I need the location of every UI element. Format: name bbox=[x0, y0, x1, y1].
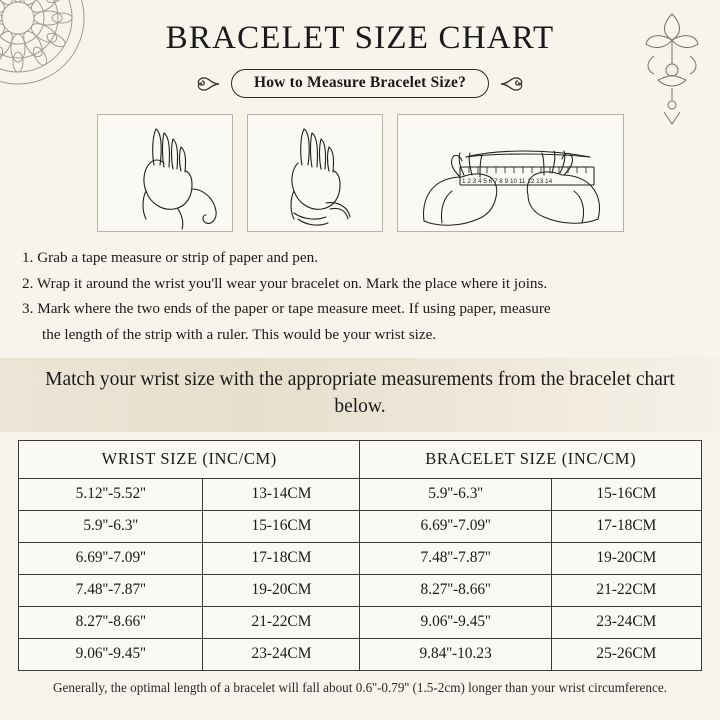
table-row bbox=[19, 543, 702, 575]
cell-wrist-cm: 13-14CM bbox=[203, 479, 360, 511]
hand-with-tape-start-illustration bbox=[97, 114, 233, 232]
cell-wrist-inch: 8.27''-8.66'' bbox=[19, 607, 203, 639]
page-title: BRACELET SIZE CHART bbox=[165, 20, 555, 56]
cell-wrist-inch: 5.12''-5.52'' bbox=[19, 479, 203, 511]
size-chart-table bbox=[18, 440, 702, 671]
table-header-row bbox=[19, 441, 702, 479]
header-bracelet-size: BRACELET SIZE (INC/CM) bbox=[360, 441, 702, 479]
table-row bbox=[19, 479, 702, 511]
cell-bracelet-cm: 21-22CM bbox=[551, 575, 701, 607]
measure-steps bbox=[22, 246, 698, 346]
cell-wrist-cm: 17-18CM bbox=[203, 543, 360, 575]
cell-bracelet-cm: 19-20CM bbox=[551, 543, 701, 575]
cell-wrist-cm: 19-20CM bbox=[203, 575, 360, 607]
cell-bracelet-cm: 17-18CM bbox=[551, 511, 701, 543]
cell-wrist-inch: 6.69''-7.09'' bbox=[19, 543, 203, 575]
ruler-numbers: 1 2 3 4 5 6 7 8 9 10 11 12 13 14 bbox=[461, 178, 552, 185]
cell-bracelet-inch: 7.48''-7.87'' bbox=[360, 543, 551, 575]
flourish-right-icon bbox=[499, 73, 527, 95]
cell-bracelet-cm: 25-26CM bbox=[551, 639, 701, 671]
match-size-banner: Match your wrist size with the appropriate measurements from the bracelet chart below. bbox=[0, 358, 720, 432]
cell-wrist-cm: 23-24CM bbox=[203, 639, 360, 671]
illustration-row bbox=[0, 114, 720, 232]
header-wrist-size: WRIST SIZE (INC/CM) bbox=[19, 441, 360, 479]
cell-bracelet-inch: 6.69''-7.09'' bbox=[360, 511, 551, 543]
subtitle-row bbox=[0, 69, 720, 98]
footnote: Generally, the optimal length of a bracelet will fall about 0.6''-0.79'' (1.5-2cm) longer than your wrist circumference. bbox=[53, 680, 667, 696]
table-row bbox=[19, 575, 702, 607]
step-3-continued: the length of the strip with a ruler. This would be your wrist size. bbox=[42, 325, 437, 343]
flourish-left-icon bbox=[193, 73, 221, 95]
table-row bbox=[19, 511, 702, 543]
step-3: 3. Mark where the two ends of the paper or tape measure meet. If using paper, measure bbox=[22, 300, 551, 318]
cell-wrist-cm: 15-16CM bbox=[203, 511, 360, 543]
cell-bracelet-cm: 23-24CM bbox=[551, 607, 701, 639]
cell-bracelet-inch: 9.06''-9.45'' bbox=[360, 607, 551, 639]
step-1: 1. Grab a tape measure or strip of paper and pen. bbox=[22, 249, 319, 266]
cell-bracelet-inch: 9.84''-10.23 bbox=[360, 639, 551, 671]
cell-wrist-inch: 5.9''-6.3'' bbox=[19, 511, 203, 543]
hands-measuring-strip-with-ruler-illustration bbox=[397, 114, 624, 232]
cell-bracelet-inch: 8.27''-8.66'' bbox=[360, 575, 551, 607]
cell-wrist-inch: 7.48''-7.87'' bbox=[19, 575, 203, 607]
cell-wrist-inch: 9.06''-9.45'' bbox=[19, 639, 203, 671]
step-2: 2. Wrap it around the wrist you'll wear your bracelet on. Mark the place where it joins. bbox=[22, 274, 548, 292]
subtitle-pill: How to Measure Bracelet Size? bbox=[231, 69, 489, 98]
table-row bbox=[19, 639, 702, 671]
cell-bracelet-cm: 15-16CM bbox=[551, 479, 701, 511]
table-row bbox=[19, 607, 702, 639]
hand-wrapping-tape-illustration bbox=[247, 114, 383, 232]
cell-bracelet-inch: 5.9''-6.3'' bbox=[360, 479, 551, 511]
cell-wrist-cm: 21-22CM bbox=[203, 607, 360, 639]
